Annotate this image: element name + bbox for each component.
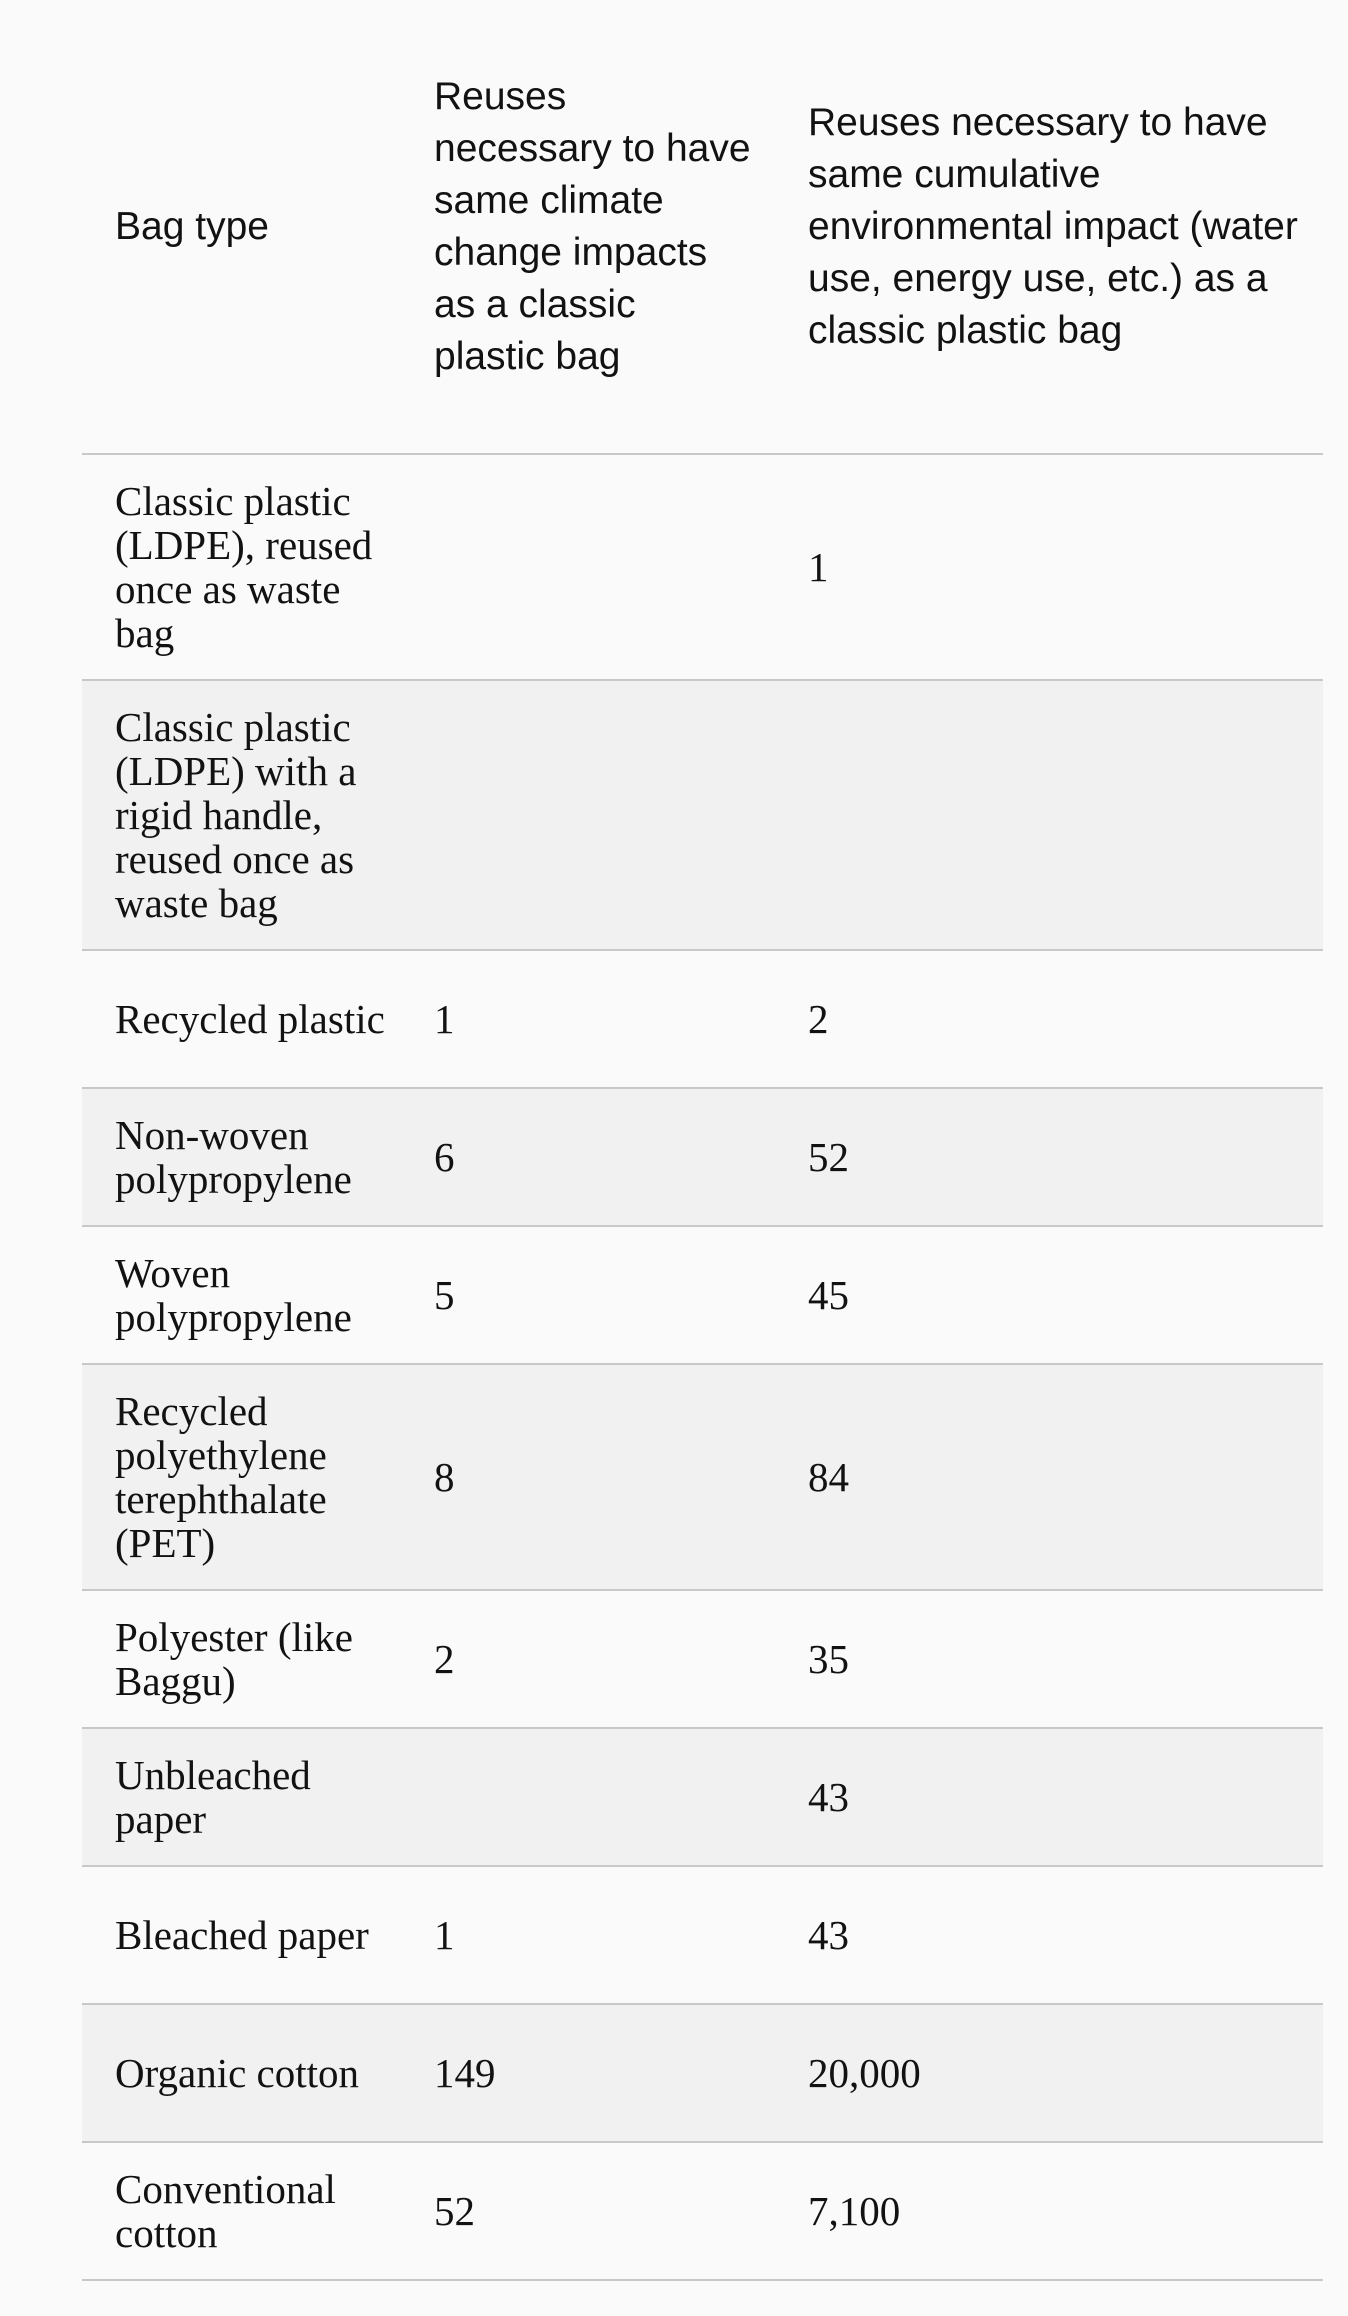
header-cumulative-reuses: Reuses necessary to have same cumulative environmental impact (water use, energy use, etc.) as a classic plastic bag xyxy=(774,0,1323,454)
comparison-table-container xyxy=(82,0,1323,2281)
cumulative-reuses-cell: 20,000 xyxy=(774,2004,1323,2142)
cumulative-reuses-cell: 35 xyxy=(774,1590,1323,1728)
climate-reuses-cell xyxy=(400,454,774,680)
table-row xyxy=(82,1226,1323,1364)
cumulative-reuses-cell: 52 xyxy=(774,1088,1323,1226)
climate-reuses-cell: 1 xyxy=(400,950,774,1088)
bag-type-cell: Classic plastic (LDPE), reused once as waste bag xyxy=(82,454,400,680)
bag-type-cell: Classic plastic (LDPE) with a rigid handle, reused once as waste bag xyxy=(82,680,400,950)
cumulative-reuses-cell: 45 xyxy=(774,1226,1323,1364)
cumulative-reuses-cell: 43 xyxy=(774,1866,1323,2004)
bag-type-cell: Bleached paper xyxy=(82,1866,400,2004)
header-climate-reuses: Reuses necessary to have same climate change impacts as a classic plastic bag xyxy=(400,0,774,454)
climate-reuses-cell: 8 xyxy=(400,1364,774,1590)
table-header-row xyxy=(82,0,1323,454)
climate-reuses-cell: 149 xyxy=(400,2004,774,2142)
bag-type-cell: Unbleached paper xyxy=(82,1728,400,1866)
table-row xyxy=(82,1364,1323,1590)
table-row xyxy=(82,1728,1323,1866)
table-row xyxy=(82,1866,1323,2004)
table-row xyxy=(82,950,1323,1088)
climate-reuses-cell: 1 xyxy=(400,1866,774,2004)
bag-type-cell: Recycled polyethylene terephthalate (PET) xyxy=(82,1364,400,1590)
climate-reuses-cell xyxy=(400,680,774,950)
climate-reuses-cell: 52 xyxy=(400,2142,774,2280)
table-row xyxy=(82,1590,1323,1728)
cumulative-reuses-cell: 1 xyxy=(774,454,1323,680)
header-bag-type: Bag type xyxy=(82,0,400,454)
table-row xyxy=(82,454,1323,680)
bag-type-cell: Woven polypropylene xyxy=(82,1226,400,1364)
climate-reuses-cell: 2 xyxy=(400,1590,774,1728)
table-row xyxy=(82,2004,1323,2142)
climate-reuses-cell: 6 xyxy=(400,1088,774,1226)
table-row xyxy=(82,1088,1323,1226)
cumulative-reuses-cell: 7,100 xyxy=(774,2142,1323,2280)
bag-type-cell: Polyester (like Baggu) xyxy=(82,1590,400,1728)
cumulative-reuses-cell xyxy=(774,680,1323,950)
cumulative-reuses-cell: 84 xyxy=(774,1364,1323,1590)
climate-reuses-cell: 5 xyxy=(400,1226,774,1364)
table-row xyxy=(82,680,1323,950)
bag-type-cell: Conventional cotton xyxy=(82,2142,400,2280)
bag-type-cell: Non-woven polypropylene xyxy=(82,1088,400,1226)
cumulative-reuses-cell: 2 xyxy=(774,950,1323,1088)
table-row xyxy=(82,2142,1323,2280)
cumulative-reuses-cell: 43 xyxy=(774,1728,1323,1866)
bag-type-cell: Organic cotton xyxy=(82,2004,400,2142)
bag-reuse-table xyxy=(82,0,1323,2281)
climate-reuses-cell xyxy=(400,1728,774,1866)
bag-type-cell: Recycled plastic xyxy=(82,950,400,1088)
